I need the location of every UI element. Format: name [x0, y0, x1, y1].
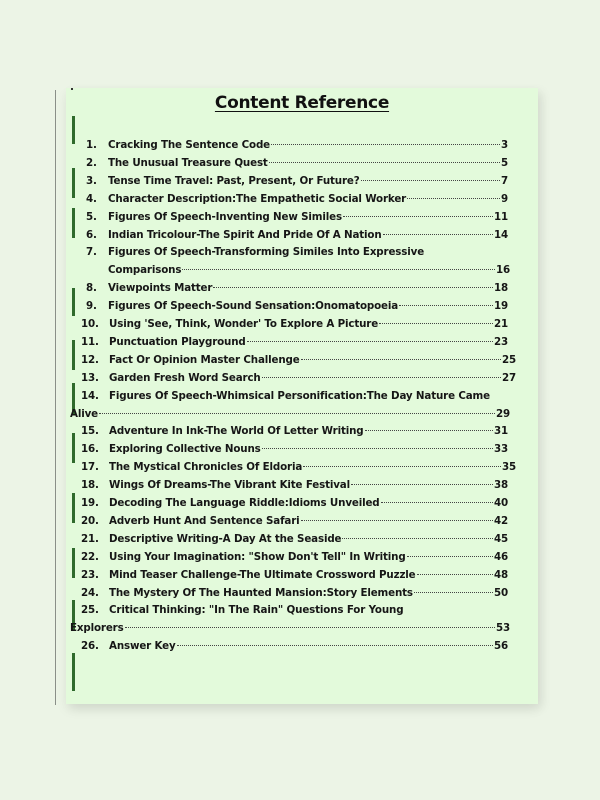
entry-page-number: 23 — [493, 335, 508, 348]
entry-page-number: 50 — [493, 586, 508, 599]
entry-page-number: 29 — [495, 407, 510, 420]
toc-entry-continuation[interactable] — [108, 261, 510, 279]
entry-number: 19. — [81, 497, 99, 509]
dot-leader — [351, 484, 493, 485]
dot-leader — [365, 430, 493, 431]
entry-title: Tense Time Travel: Past, Present, Or Future? — [108, 174, 360, 187]
dot-leader — [342, 538, 493, 539]
entry-number: 20. — [81, 514, 99, 527]
toc-entry[interactable] — [86, 154, 508, 172]
toc-entry[interactable] — [81, 512, 508, 530]
toc-entry[interactable] — [81, 458, 516, 476]
entry-title: Adverb Hunt And Sentence Safari — [109, 514, 300, 527]
dot-leader — [271, 144, 500, 145]
entry-number: 1. — [86, 139, 97, 151]
entry-page-number: 48 — [493, 568, 508, 581]
entry-number: 18. — [81, 479, 99, 492]
dot-leader — [381, 502, 493, 503]
entry-number: 6. — [86, 228, 97, 241]
entry-page-number: 25 — [501, 353, 516, 366]
entry-page-number: 3 — [500, 139, 508, 151]
entry-page-number: 53 — [495, 622, 510, 635]
entry-page-number: 16 — [495, 264, 510, 277]
toc-entry[interactable] — [86, 226, 508, 244]
entry-title: Exploring Collective Nouns — [109, 443, 261, 456]
entry-title: Viewpoints Matter — [108, 282, 213, 295]
dot-leader — [269, 162, 500, 163]
entry-number: 11. — [81, 335, 99, 348]
entry-title: Descriptive Writing-A Day At the Seaside — [109, 532, 342, 545]
entry-page-number: 33 — [493, 443, 508, 456]
entry-page-number: 19 — [493, 300, 508, 313]
entry-page-number: 42 — [493, 514, 508, 527]
bullet-dot — [71, 88, 73, 90]
margin-bar — [72, 548, 75, 578]
margin-bar — [72, 288, 75, 316]
entry-page-number: 7 — [500, 174, 508, 187]
toc-entry[interactable] — [86, 190, 508, 208]
entry-number: 3. — [86, 174, 97, 187]
entry-title: Using Your Imagination: "Show Don't Tell" In Writing — [109, 550, 406, 563]
margin-bar — [72, 493, 75, 523]
toc-entry[interactable] — [81, 548, 508, 566]
entry-title-continuation: Comparisons — [108, 264, 182, 277]
dot-leader — [417, 574, 493, 575]
toc-entry[interactable] — [81, 476, 508, 494]
entry-page-number: 38 — [493, 479, 508, 492]
entry-number: 21. — [81, 532, 99, 545]
entry-title: The Unusual Treasure Quest — [108, 156, 268, 169]
entry-page-number: 35 — [501, 461, 516, 474]
entry-number: 15. — [81, 425, 99, 438]
document-page — [66, 88, 538, 704]
entry-title: Figures Of Speech-Inventing New Similes — [108, 210, 342, 223]
toc-entry[interactable] — [86, 279, 508, 297]
margin-bar — [72, 340, 75, 370]
toc-entry[interactable] — [81, 494, 508, 512]
toc-entry[interactable] — [81, 387, 518, 405]
entry-number: 22. — [81, 550, 99, 563]
toc-entry[interactable] — [81, 530, 508, 548]
entry-title: Adventure In Ink-The World Of Letter Writing — [109, 425, 364, 438]
entry-title: Indian Tricolour-The Spirit And Pride Of A Nation — [108, 228, 382, 241]
dot-leader — [343, 216, 493, 217]
dot-leader — [399, 305, 493, 306]
entry-title: Punctuation Playground — [109, 335, 246, 348]
entry-title: The Mystery Of The Haunted Mansion:Story Elements — [109, 586, 413, 599]
dot-leader — [379, 323, 493, 324]
toc-entry[interactable] — [86, 243, 518, 261]
dot-leader — [361, 180, 500, 181]
entry-number: 8. — [86, 282, 97, 295]
toc-entry[interactable] — [86, 136, 508, 154]
toc-entry[interactable] — [81, 315, 508, 333]
entry-title: Wings Of Dreams-The Vibrant Kite Festival — [109, 479, 350, 492]
toc-entry[interactable] — [86, 297, 508, 315]
entry-page-number: 11 — [493, 210, 508, 223]
dot-leader — [407, 556, 493, 557]
entry-number: 10. — [81, 318, 99, 330]
entry-number: 26. — [81, 640, 99, 653]
entry-title-continuation: Explorers — [70, 622, 124, 635]
dot-leader — [125, 627, 495, 628]
entry-number: 13. — [81, 371, 99, 384]
dot-leader — [247, 341, 493, 342]
dot-leader — [213, 287, 493, 288]
entry-number: 9. — [86, 300, 97, 313]
dot-leader — [177, 645, 493, 646]
entry-number: 12. — [81, 353, 99, 366]
entry-title: Figures Of Speech-Sound Sensation:Onomatopoeia — [108, 300, 399, 313]
entry-title: Garden Fresh Word Search — [109, 371, 261, 384]
entry-number: 5. — [86, 210, 97, 223]
entry-number: 16. — [81, 443, 99, 456]
dot-leader — [303, 466, 501, 467]
dot-leader — [301, 359, 501, 360]
toc-entry-continuation[interactable] — [70, 405, 510, 423]
entry-number: 14. — [81, 389, 99, 402]
entry-title: Cracking The Sentence Code — [108, 139, 270, 151]
dot-leader — [383, 234, 493, 235]
entry-page-number: 45 — [493, 532, 508, 545]
entry-page-number: 18 — [493, 282, 508, 295]
toc-entry[interactable] — [81, 333, 508, 351]
entry-title: Critical Thinking: "In The Rain" Questions For Young — [109, 604, 404, 617]
dot-leader — [262, 448, 493, 449]
dot-leader — [262, 377, 501, 378]
entry-page-number: 14 — [493, 228, 508, 241]
entry-title: Mind Teaser Challenge-The Ultimate Crossword Puzzle — [109, 568, 416, 581]
margin-bar — [72, 433, 75, 463]
entry-page-number: 40 — [493, 497, 508, 509]
toc-entry[interactable] — [81, 351, 516, 369]
dot-leader — [182, 269, 495, 270]
toc-entry[interactable] — [81, 422, 508, 440]
toc-entry[interactable] — [86, 172, 508, 190]
toc-entry[interactable] — [81, 584, 508, 602]
toc-entry[interactable] — [81, 369, 516, 387]
toc-entry[interactable] — [86, 208, 508, 226]
entry-page-number: 9 — [500, 192, 508, 205]
entry-page-number: 27 — [501, 371, 516, 384]
dot-leader — [99, 413, 495, 414]
toc-entry-continuation[interactable] — [70, 619, 510, 637]
entry-page-number: 5 — [500, 156, 508, 169]
dot-leader — [407, 198, 500, 199]
entry-page-number: 31 — [493, 425, 508, 438]
toc-entry[interactable] — [81, 566, 508, 584]
entry-title: Character Description:The Empathetic Social Worker — [108, 192, 407, 205]
dot-leader — [414, 592, 493, 593]
margin-bar — [72, 168, 75, 198]
entry-title: Answer Key — [109, 640, 176, 653]
toc-entry[interactable] — [81, 440, 508, 458]
entry-page-number: 46 — [493, 550, 508, 563]
margin-line — [55, 90, 56, 705]
entry-number: 7. — [86, 246, 97, 259]
entry-title: Figures Of Speech-Transforming Similes Into Expressive — [108, 246, 425, 259]
entry-number: 4. — [86, 192, 97, 205]
entry-page-number: 56 — [493, 640, 508, 653]
margin-bar — [72, 116, 75, 144]
entry-title: Decoding The Language Riddle:Idioms Unveiled — [109, 497, 380, 509]
entry-title: Fact Or Opinion Master Challenge — [109, 353, 300, 366]
entry-number: 24. — [81, 586, 99, 599]
entry-page-number: 21 — [493, 318, 508, 330]
entry-number: 2. — [86, 156, 97, 169]
margin-bar — [72, 208, 75, 238]
entry-title: Figures Of Speech-Whimsical Personification:The Day Nature Came — [109, 389, 490, 402]
entry-title: Using 'See, Think, Wonder' To Explore A Picture — [109, 318, 379, 330]
entry-title-continuation: Alive — [70, 407, 98, 420]
entry-number: 17. — [81, 461, 99, 474]
toc-entry[interactable] — [81, 601, 518, 619]
toc-entry[interactable] — [81, 637, 508, 655]
dot-leader — [301, 520, 493, 521]
entry-title: The Mystical Chronicles Of Eldoria — [109, 461, 303, 474]
entry-number: 25. — [81, 604, 99, 617]
margin-bar — [72, 653, 75, 691]
entry-number: 23. — [81, 568, 99, 581]
page-title: Content Reference — [214, 93, 390, 113]
